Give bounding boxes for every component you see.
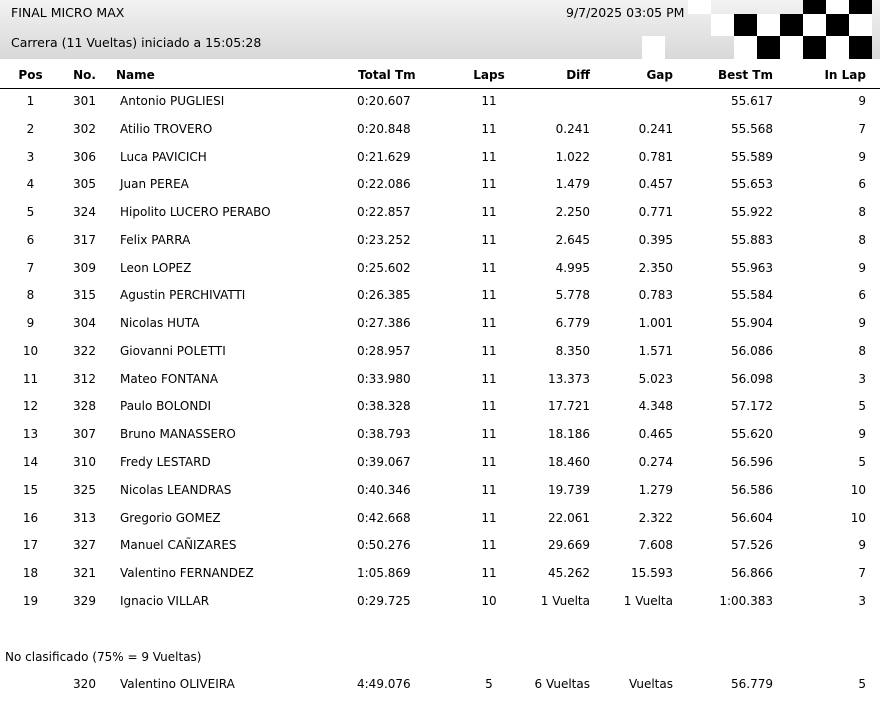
cell-diff: 18.186: [548, 427, 590, 441]
cell-laps: 11: [481, 177, 497, 191]
cell-best: 56.086: [731, 344, 773, 358]
cell-gap: 1 Vuelta: [623, 594, 673, 608]
cell-gap: 0.241: [638, 122, 673, 136]
cell-inlap: 9: [858, 261, 866, 275]
cell-diff: 19.739: [548, 483, 590, 497]
cell-laps: 11: [481, 288, 497, 302]
table-row: [0, 372, 880, 398]
cell-best: 55.584: [731, 288, 773, 302]
cell-best: 1:00.383: [719, 594, 773, 608]
cell-gap: 0.771: [638, 205, 673, 219]
cell-pos: 7: [26, 261, 35, 275]
cell-diff: 29.669: [548, 538, 590, 552]
cell-laps: 11: [481, 122, 497, 136]
col-diff: Diff: [566, 68, 590, 82]
cell-total: 0:26.385: [357, 288, 411, 302]
cell-name: Hipolito LUCERO PERABO: [120, 205, 271, 219]
cell-laps: 11: [481, 427, 497, 441]
cell-best: 55.963: [731, 261, 773, 275]
cell-laps: 11: [481, 261, 497, 275]
cell-total: 0:27.386: [357, 316, 411, 330]
cell-pos: 3: [26, 150, 35, 164]
cell-gap: 1.001: [638, 316, 673, 330]
cell-no: 313: [73, 511, 96, 525]
cell-best: 57.526: [731, 538, 773, 552]
report-datetime: 9/7/2025 03:05 PM: [566, 5, 685, 20]
cell-name: Paulo BOLONDI: [120, 399, 212, 413]
cell-inlap: 9: [858, 94, 866, 108]
cell-gap: 1.279: [638, 483, 673, 497]
cell-total: 0:22.086: [357, 177, 411, 191]
cell-best: 56.596: [731, 455, 773, 469]
cell-gap: 4.348: [638, 399, 673, 413]
cell-pos: 16: [22, 511, 39, 525]
cell-laps: 5: [485, 677, 493, 691]
cell-total: 0:38.328: [357, 399, 411, 413]
cell-no: 312: [73, 372, 96, 386]
table-row: [0, 261, 880, 287]
cell-name: Nicolas LEANDRAS: [120, 483, 232, 497]
not-classified-label: No clasificado (75% = 9 Vueltas): [5, 650, 202, 664]
cell-laps: 11: [481, 316, 497, 330]
col-no: No.: [73, 68, 96, 82]
table-row: [0, 316, 880, 342]
cell-name: Felix PARRA: [120, 233, 191, 247]
cell-gap: 0.395: [638, 233, 673, 247]
cell-best: 56.866: [731, 566, 773, 580]
cell-laps: 11: [481, 399, 497, 413]
cell-diff: 1.022: [555, 150, 590, 164]
cell-total: 0:25.602: [357, 261, 411, 275]
race-info: Carrera (11 Vueltas) iniciado a 15:05:28: [11, 35, 262, 50]
cell-inlap: 8: [858, 205, 866, 219]
cell-laps: 11: [481, 455, 497, 469]
table-row: [0, 511, 880, 537]
cell-inlap: 10: [850, 511, 866, 525]
table-row: [0, 538, 880, 564]
table-row: [0, 455, 880, 481]
cell-laps: 11: [481, 94, 497, 108]
cell-pos: 1: [26, 94, 35, 108]
table-row: [0, 205, 880, 231]
cell-name: Agustin PERCHIVATTI: [120, 288, 246, 302]
cell-pos: 8: [26, 288, 35, 302]
cell-inlap: 6: [858, 288, 866, 302]
col-gap: Gap: [646, 68, 673, 82]
cell-diff: 6.779: [555, 316, 590, 330]
cell-name: Ignacio VILLAR: [120, 594, 210, 608]
cell-gap: 2.322: [638, 511, 673, 525]
cell-best: 56.779: [731, 677, 773, 691]
table-row: [0, 344, 880, 370]
cell-inlap: 9: [858, 538, 866, 552]
report-title: FINAL MICRO MAX: [11, 5, 125, 20]
cell-no: 328: [73, 399, 96, 413]
cell-total: 4:49.076: [357, 677, 411, 691]
cell-no: 320: [73, 677, 96, 691]
cell-name: Juan PEREA: [120, 177, 189, 191]
cell-best: 55.568: [731, 122, 773, 136]
cell-total: 0:20.848: [357, 122, 411, 136]
cell-diff: 18.460: [548, 455, 590, 469]
cell-name: Valentino FERNANDEZ: [120, 566, 254, 580]
cell-no: 301: [73, 94, 96, 108]
cell-diff: 1.479: [555, 177, 590, 191]
cell-gap: 5.023: [638, 372, 673, 386]
checkered-flag-icon: [642, 0, 880, 59]
cell-laps: 11: [481, 538, 497, 552]
cell-no: 310: [73, 455, 96, 469]
cell-name: Leon LOPEZ: [120, 261, 192, 275]
cell-pos: 10: [22, 344, 39, 358]
cell-no: 327: [73, 538, 96, 552]
table-row: [0, 122, 880, 148]
cell-laps: 11: [481, 483, 497, 497]
not-classified-row: [0, 677, 880, 703]
cell-gap: 1.571: [638, 344, 673, 358]
table-header: [0, 62, 880, 89]
cell-total: 0:29.725: [357, 594, 411, 608]
cell-inlap: 7: [858, 566, 866, 580]
table-row: [0, 399, 880, 425]
cell-total: 0:21.629: [357, 150, 411, 164]
cell-total: 0:38.793: [357, 427, 411, 441]
cell-pos: 18: [22, 566, 39, 580]
table-row: [0, 594, 880, 620]
cell-inlap: 7: [858, 122, 866, 136]
cell-diff: 0.241: [555, 122, 590, 136]
cell-diff: 8.350: [555, 344, 590, 358]
col-laps: Laps: [473, 68, 505, 82]
table-row: [0, 177, 880, 203]
cell-no: 322: [73, 344, 96, 358]
cell-name: Gregorio GOMEZ: [120, 511, 221, 525]
cell-no: 305: [73, 177, 96, 191]
cell-pos: 5: [26, 205, 35, 219]
cell-best: 56.098: [731, 372, 773, 386]
cell-no: 304: [73, 316, 96, 330]
table-row: [0, 566, 880, 592]
cell-pos: 9: [26, 316, 35, 330]
cell-inlap: 3: [858, 372, 866, 386]
cell-name: Nicolas HUTA: [120, 316, 200, 330]
cell-no: 307: [73, 427, 96, 441]
cell-diff: 22.061: [548, 511, 590, 525]
cell-gap: 15.593: [631, 566, 673, 580]
cell-name: Valentino OLIVEIRA: [120, 677, 235, 691]
cell-inlap: 5: [858, 677, 866, 691]
cell-pos: 19: [22, 594, 39, 608]
cell-gap: 0.457: [638, 177, 673, 191]
cell-name: Fredy LESTARD: [120, 455, 211, 469]
cell-best: 55.883: [731, 233, 773, 247]
cell-pos: 14: [22, 455, 39, 469]
cell-best: 55.904: [731, 316, 773, 330]
cell-laps: 11: [481, 372, 497, 386]
cell-no: 325: [73, 483, 96, 497]
cell-best: 55.922: [731, 205, 773, 219]
cell-gap: 2.350: [638, 261, 673, 275]
cell-name: Bruno MANASSERO: [120, 427, 236, 441]
cell-total: 0:33.980: [357, 372, 411, 386]
cell-total: 0:28.957: [357, 344, 411, 358]
table-row: [0, 233, 880, 259]
cell-pos: 6: [26, 233, 35, 247]
cell-laps: 11: [481, 233, 497, 247]
col-total: Total Tm: [358, 68, 416, 82]
cell-best: 57.172: [731, 399, 773, 413]
cell-no: 306: [73, 150, 96, 164]
col-inlap: In Lap: [824, 68, 866, 82]
col-name: Name: [116, 68, 155, 82]
cell-diff: 13.373: [548, 372, 590, 386]
cell-total: 0:39.067: [357, 455, 411, 469]
cell-total: 0:50.276: [357, 538, 411, 552]
cell-no: 321: [73, 566, 96, 580]
cell-inlap: 6: [858, 177, 866, 191]
cell-no: 317: [73, 233, 96, 247]
cell-inlap: 3: [858, 594, 866, 608]
cell-no: 324: [73, 205, 96, 219]
cell-inlap: 8: [858, 233, 866, 247]
cell-diff: 1 Vuelta: [540, 594, 590, 608]
cell-name: Luca PAVICICH: [120, 150, 207, 164]
cell-total: 1:05.869: [357, 566, 411, 580]
cell-laps: 11: [481, 150, 497, 164]
cell-best: 55.589: [731, 150, 773, 164]
cell-inlap: 9: [858, 427, 866, 441]
cell-diff: 5.778: [555, 288, 590, 302]
col-pos: Pos: [18, 68, 43, 82]
cell-best: 55.653: [731, 177, 773, 191]
cell-best: 55.620: [731, 427, 773, 441]
cell-gap: 0.465: [638, 427, 673, 441]
cell-pos: 11: [22, 372, 39, 386]
cell-name: Atilio TROVERO: [120, 122, 213, 136]
cell-total: 0:40.346: [357, 483, 411, 497]
cell-diff: 2.250: [555, 205, 590, 219]
cell-total: 0:23.252: [357, 233, 411, 247]
cell-pos: 17: [22, 538, 39, 552]
table-row: [0, 483, 880, 509]
cell-laps: 11: [481, 344, 497, 358]
table-row: [0, 150, 880, 176]
cell-laps: 11: [481, 205, 497, 219]
cell-inlap: 8: [858, 344, 866, 358]
cell-best: 56.604: [731, 511, 773, 525]
cell-pos: 15: [22, 483, 39, 497]
cell-total: 0:42.668: [357, 511, 411, 525]
cell-pos: 13: [22, 427, 39, 441]
cell-total: 0:22.857: [357, 205, 411, 219]
cell-inlap: 10: [850, 483, 866, 497]
cell-gap: 0.274: [638, 455, 673, 469]
cell-no: 309: [73, 261, 96, 275]
cell-gap: 0.781: [638, 150, 673, 164]
cell-inlap: 5: [858, 399, 866, 413]
cell-no: 315: [73, 288, 96, 302]
cell-gap: 7.608: [638, 538, 673, 552]
cell-inlap: 5: [858, 455, 866, 469]
cell-pos: 2: [26, 122, 35, 136]
cell-no: 302: [73, 122, 96, 136]
cell-name: Mateo FONTANA: [120, 372, 219, 386]
cell-laps: 10: [481, 594, 497, 608]
cell-pos: 12: [22, 399, 39, 413]
cell-gap: Vueltas: [628, 677, 673, 691]
cell-pos: 4: [26, 177, 35, 191]
cell-diff: 2.645: [555, 233, 590, 247]
cell-best: 55.617: [731, 94, 773, 108]
cell-inlap: 9: [858, 316, 866, 330]
cell-no: 329: [73, 594, 96, 608]
cell-name: Giovanni POLETTI: [120, 344, 226, 358]
table-row: [0, 427, 880, 453]
report-header: [0, 0, 880, 59]
cell-best: 56.586: [731, 483, 773, 497]
cell-diff: 4.995: [555, 261, 590, 275]
cell-name: Manuel CAÑIZARES: [120, 538, 237, 552]
cell-diff: 6 Vueltas: [534, 677, 590, 691]
cell-laps: 11: [481, 511, 497, 525]
cell-total: 0:20.607: [357, 94, 411, 108]
cell-laps: 11: [481, 566, 497, 580]
cell-gap: 0.783: [638, 288, 673, 302]
cell-diff: 45.262: [548, 566, 590, 580]
col-best: Best Tm: [717, 68, 773, 82]
table-row: [0, 94, 880, 120]
table-row: [0, 288, 880, 314]
cell-inlap: 9: [858, 150, 866, 164]
cell-name: Antonio PUGLIESI: [120, 94, 225, 108]
cell-diff: 17.721: [548, 399, 590, 413]
